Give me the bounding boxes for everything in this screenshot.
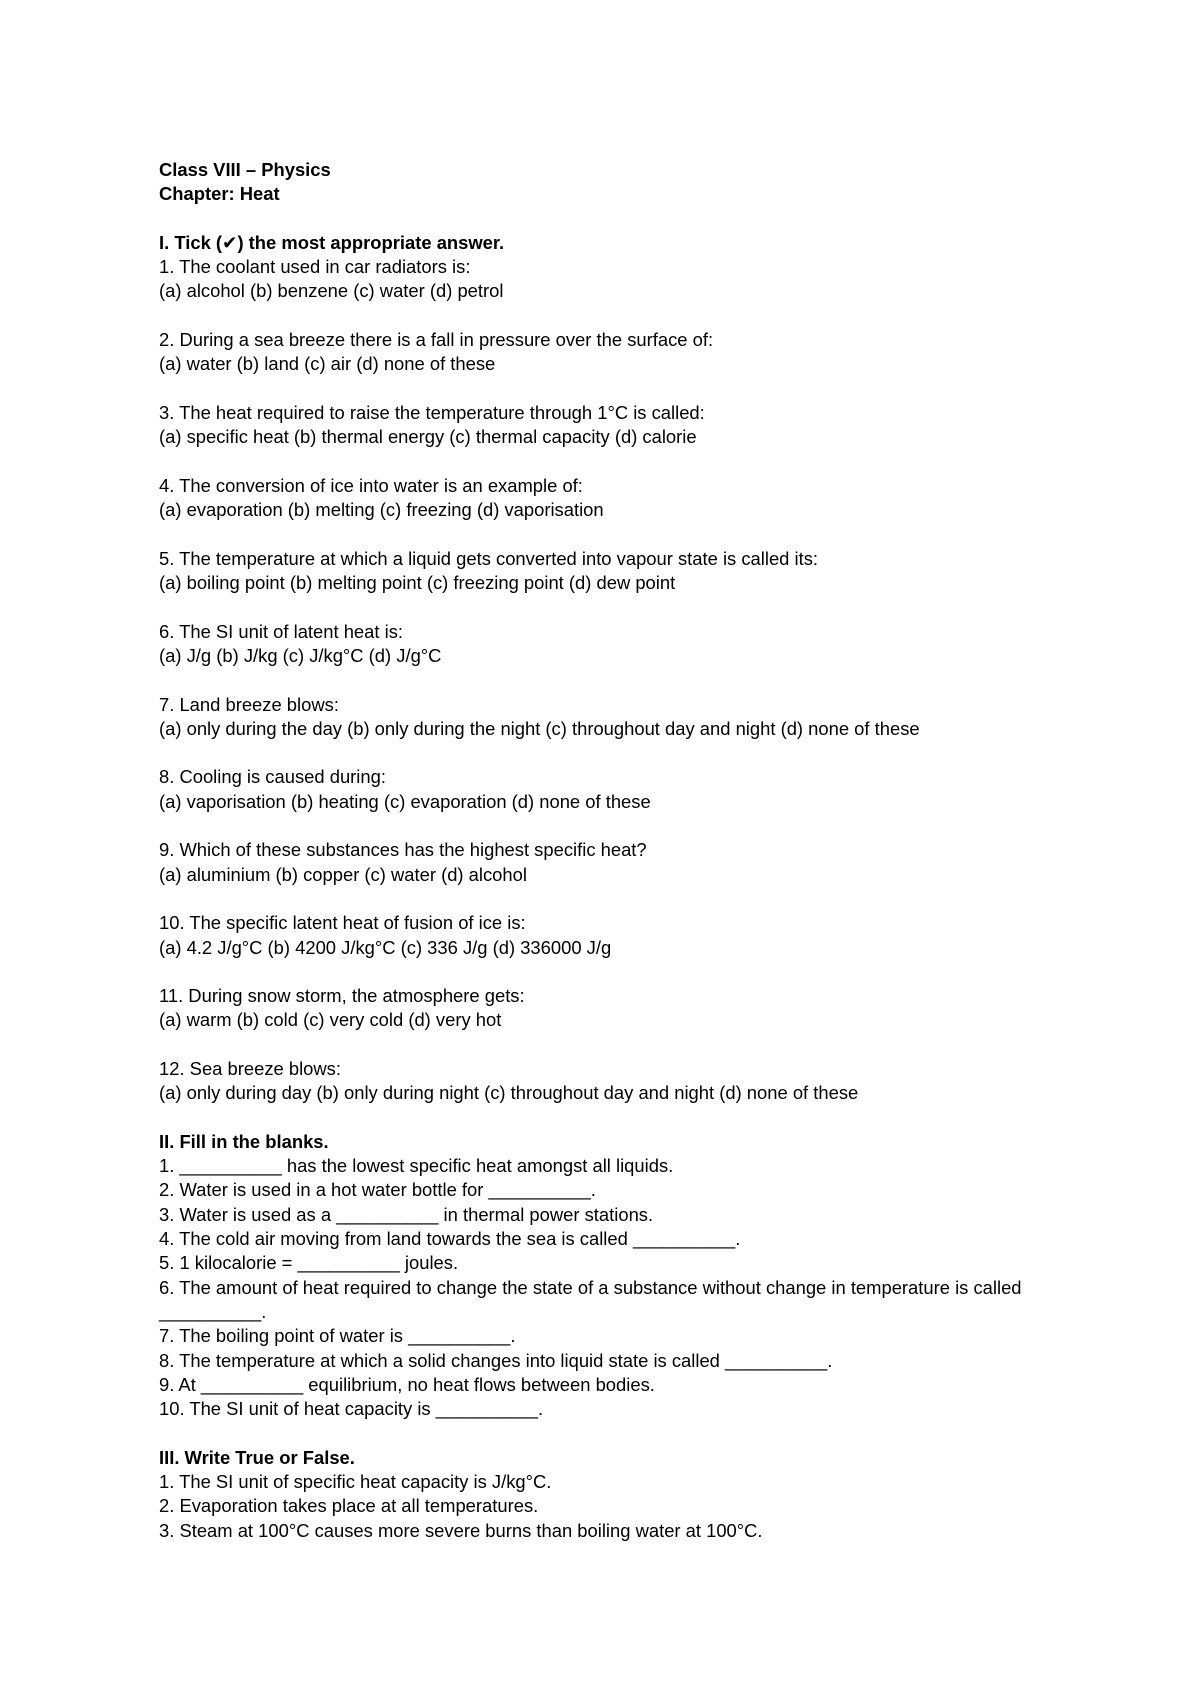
mcq-question-6 xyxy=(159,620,1159,669)
mcq-question-5 xyxy=(159,547,1159,596)
question-options: (a) J/g (b) J/kg (c) J/kg°C (d) J/g°C xyxy=(159,644,442,666)
question-options: (a) boiling point (b) melting point (c) freezing point (d) dew point xyxy=(159,572,676,594)
spacer xyxy=(159,207,1159,231)
spacer xyxy=(159,1421,1159,1445)
fill-blank-item: 9. At __________ equilibrium, no heat flows between bodies. xyxy=(159,1373,655,1395)
spacer xyxy=(159,960,1159,984)
class-title: Class VIII – Physics xyxy=(159,159,331,180)
spacer xyxy=(159,668,1159,692)
question-options: (a) only during the day (b) only during the night (c) throughout day and night (d) none of these xyxy=(159,717,920,739)
question-options: (a) alcohol (b) benzene (c) water (d) petrol xyxy=(159,280,504,302)
question-text: 10. The specific latent heat of fusion of ice is: xyxy=(159,912,526,934)
question-text: 3. The heat required to raise the temperature through 1°C is called: xyxy=(159,401,705,423)
question-options: (a) warm (b) cold (c) very cold (d) very hot xyxy=(159,1009,502,1031)
worksheet-document xyxy=(159,158,1159,1543)
spacer xyxy=(159,1106,1159,1130)
spacer xyxy=(159,377,1159,401)
question-text: 11. During snow storm, the atmosphere gets: xyxy=(159,985,525,1007)
mcq-question-9 xyxy=(159,838,1159,887)
question-text: 8. Cooling is caused during: xyxy=(159,766,386,788)
mcq-question-4 xyxy=(159,474,1159,523)
true-false-item: 3. Steam at 100°C causes more severe burns than boiling water at 100°C. xyxy=(159,1519,763,1541)
question-text: 1. The coolant used in car radiators is: xyxy=(159,256,471,278)
mcq-question-3 xyxy=(159,401,1159,450)
question-text: 6. The SI unit of latent heat is: xyxy=(159,620,403,642)
section-3-heading: III. Write True or False. xyxy=(159,1446,355,1468)
fill-blank-item: 7. The boiling point of water is __________. xyxy=(159,1325,516,1347)
spacer xyxy=(159,741,1159,765)
fill-blank-item: 6. The amount of heat required to change the state of a substance without change in temperature is called __________. xyxy=(159,1276,1022,1322)
question-text: 2. During a sea breeze there is a fall in pressure over the surface of: xyxy=(159,329,714,351)
mcq-question-1 xyxy=(159,255,1159,304)
question-options: (a) 4.2 J/g°C (b) 4200 J/kg°C (c) 336 J/g (d) 336000 J/g xyxy=(159,936,612,958)
spacer xyxy=(159,522,1159,546)
question-text: 4. The conversion of ice into water is an example of: xyxy=(159,474,583,496)
question-options: (a) only during day (b) only during night (c) throughout day and night (d) none of these xyxy=(159,1082,859,1104)
fill-blank-item: 5. 1 kilocalorie = __________ joules. xyxy=(159,1252,459,1274)
true-false-item: 1. The SI unit of specific heat capacity is J/kg°C. xyxy=(159,1471,552,1493)
fill-blank-item: 4. The cold air moving from land towards the sea is called __________. xyxy=(159,1228,741,1250)
fill-blank-item: 3. Water is used as a __________ in thermal power stations. xyxy=(159,1203,654,1225)
spacer xyxy=(159,304,1159,328)
spacer xyxy=(159,1033,1159,1057)
question-options: (a) aluminium (b) copper (c) water (d) alcohol xyxy=(159,863,527,885)
question-options: (a) specific heat (b) thermal energy (c) thermal capacity (d) calorie xyxy=(159,426,697,448)
true-false-item: 2. Evaporation takes place at all temperatures. xyxy=(159,1495,539,1517)
question-text: 7. Land breeze blows: xyxy=(159,693,339,715)
question-options: (a) vaporisation (b) heating (c) evaporation (d) none of these xyxy=(159,790,651,812)
mcq-question-7 xyxy=(159,693,1159,742)
spacer xyxy=(159,450,1159,474)
mcq-question-10 xyxy=(159,911,1159,960)
section-2-heading: II. Fill in the blanks. xyxy=(159,1130,329,1152)
question-options: (a) water (b) land (c) air (d) none of these xyxy=(159,353,496,375)
question-text: 9. Which of these substances has the highest specific heat? xyxy=(159,839,647,861)
mcq-question-8 xyxy=(159,765,1159,814)
fill-blank-item: 10. The SI unit of heat capacity is __________. xyxy=(159,1398,544,1420)
mcq-question-2 xyxy=(159,328,1159,377)
fill-blank-item: 1. __________ has the lowest specific heat amongst all liquids. xyxy=(159,1155,674,1177)
spacer xyxy=(159,814,1159,838)
fill-blank-item: 2. Water is used in a hot water bottle for __________. xyxy=(159,1179,596,1201)
section-1-heading: I. Tick (✔) the most appropriate answer. xyxy=(159,231,505,253)
chapter-title: Chapter: Heat xyxy=(159,183,280,205)
question-text: 12. Sea breeze blows: xyxy=(159,1057,341,1079)
spacer xyxy=(159,595,1159,619)
question-text: 5. The temperature at which a liquid gets converted into vapour state is called its: xyxy=(159,547,819,569)
mcq-question-11 xyxy=(159,984,1159,1033)
fill-blank-item: 8. The temperature at which a solid changes into liquid state is called __________. xyxy=(159,1349,833,1371)
mcq-question-12 xyxy=(159,1057,1159,1106)
spacer xyxy=(159,887,1159,911)
question-options: (a) evaporation (b) melting (c) freezing (d) vaporisation xyxy=(159,499,604,521)
